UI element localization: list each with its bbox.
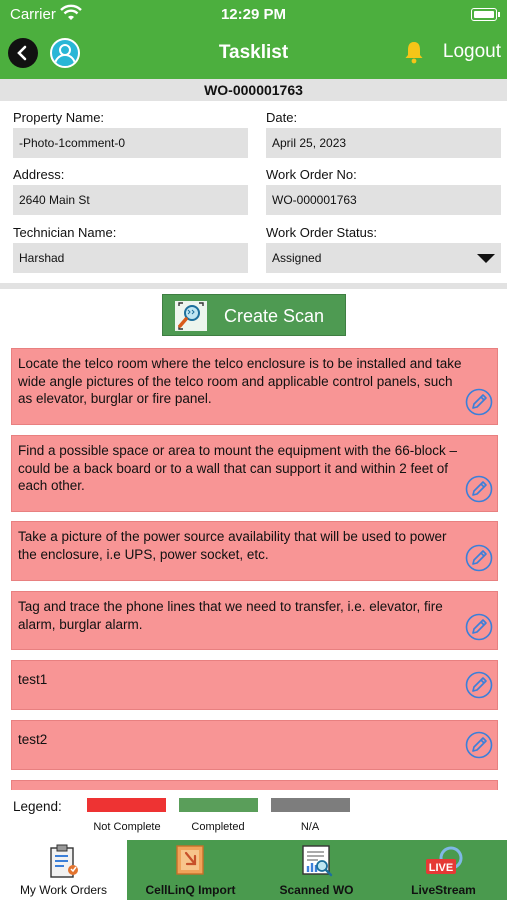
task-item[interactable] [11,435,498,512]
tab-livestream[interactable] [380,840,507,900]
tab-my-work-orders[interactable] [0,840,127,900]
status-bar [10,4,497,26]
tab-scanned-wo[interactable] [253,840,380,900]
task-list [11,348,498,790]
task-item[interactable] [11,720,498,770]
property-name-field [13,108,248,158]
date-input[interactable]: April 25, 2023 [266,128,501,158]
section-divider [0,283,507,289]
work-order-header: WO-000001763 [0,79,507,101]
task-item[interactable] [11,591,498,650]
work-order-status-select[interactable] [266,243,501,273]
clipboard-icon [48,844,80,880]
bell-icon[interactable] [402,40,426,64]
legend-swatch-completed [179,798,258,812]
edit-icon[interactable] [465,544,493,572]
work-order-form [0,101,507,285]
task-item[interactable] [11,348,498,425]
create-scan-label: Create Scan [224,306,325,326]
technician-name-field [13,223,248,273]
top-bar [0,0,507,79]
task-item[interactable] [11,521,498,581]
date-label: Date: [266,110,298,125]
legend-swatch-na [271,798,350,812]
clock: 12:29 PM [220,6,287,23]
date-field [266,108,501,158]
tab-label: CellLinQ Import [145,883,236,897]
task-text: Locate the telco room where the telco enclosure is to be installed and take wide angle pictures of the telco room and applicable control panels, such as elevator, burglar or fire panel. [18,356,462,406]
legend [0,794,507,839]
tab-label: LiveStream [411,883,476,897]
scanned-doc-icon [300,844,334,878]
address-input[interactable]: 2640 Main St [13,185,248,215]
technician-name-input[interactable]: Harshad [13,243,248,273]
legend-label-na: N/A [300,821,320,833]
carrier-label: Carrier [10,6,56,23]
work-order-no-label: Work Order No: [266,167,357,182]
logout-button[interactable]: Logout [442,41,501,62]
task-text: Take a picture of the power source availability that will be used to power the enclosure, i.e UPS, power socket, etc. [18,529,447,562]
property-name-label: Property Name: [13,110,105,125]
task-text: test1 [18,672,48,687]
work-order-no-input[interactable]: WO-000001763 [266,185,501,215]
task-text: Tag and trace the phone lines that we need to transfer, i.e. elevator, fire alarm, burglar alarm. [18,599,443,632]
tab-label: My Work Orders [19,883,108,897]
create-scan-button[interactable] [162,294,346,336]
edit-icon[interactable] [465,671,493,699]
task-text: Find a possible space or area to mount the equipment with the 66-block – could be a back board or to a wall that can support it and within 2 feet of each other. [18,443,458,493]
address-field [13,165,248,215]
page-title: Tasklist [218,42,289,63]
import-icon [175,844,207,878]
edit-icon[interactable] [465,475,493,503]
task-text: test2 [18,732,48,747]
property-name-input[interactable]: -Photo-1comment-0 [13,128,248,158]
legend-label-not-complete: Not Complete [93,821,161,833]
legend-swatch-not-complete [87,798,166,812]
work-order-status-value: Assigned [272,251,322,265]
edit-icon[interactable] [465,731,493,759]
edit-icon[interactable] [465,613,493,641]
dropdown-arrow-icon [477,254,495,263]
legend-label-completed: Completed [191,821,245,833]
work-order-no-field [266,165,501,215]
task-item[interactable] [11,780,498,790]
legend-title: Legend: [13,799,62,814]
address-label: Address: [13,167,65,182]
tab-label: Scanned WO [279,883,354,897]
edit-icon[interactable] [465,388,493,416]
task-item[interactable] [11,660,498,710]
technician-name-label: Technician Name: [13,225,117,240]
work-order-status-label: Work Order Status: [266,225,378,240]
work-order-status-field [266,223,501,273]
svg-text:LIVE: LIVE [428,862,453,874]
live-icon [423,844,465,878]
scan-magnifier-icon [173,299,209,333]
battery-icon [471,8,497,21]
nav-bar [0,34,507,72]
tab-bar [0,840,507,900]
tab-celllinq-import[interactable] [127,840,254,900]
